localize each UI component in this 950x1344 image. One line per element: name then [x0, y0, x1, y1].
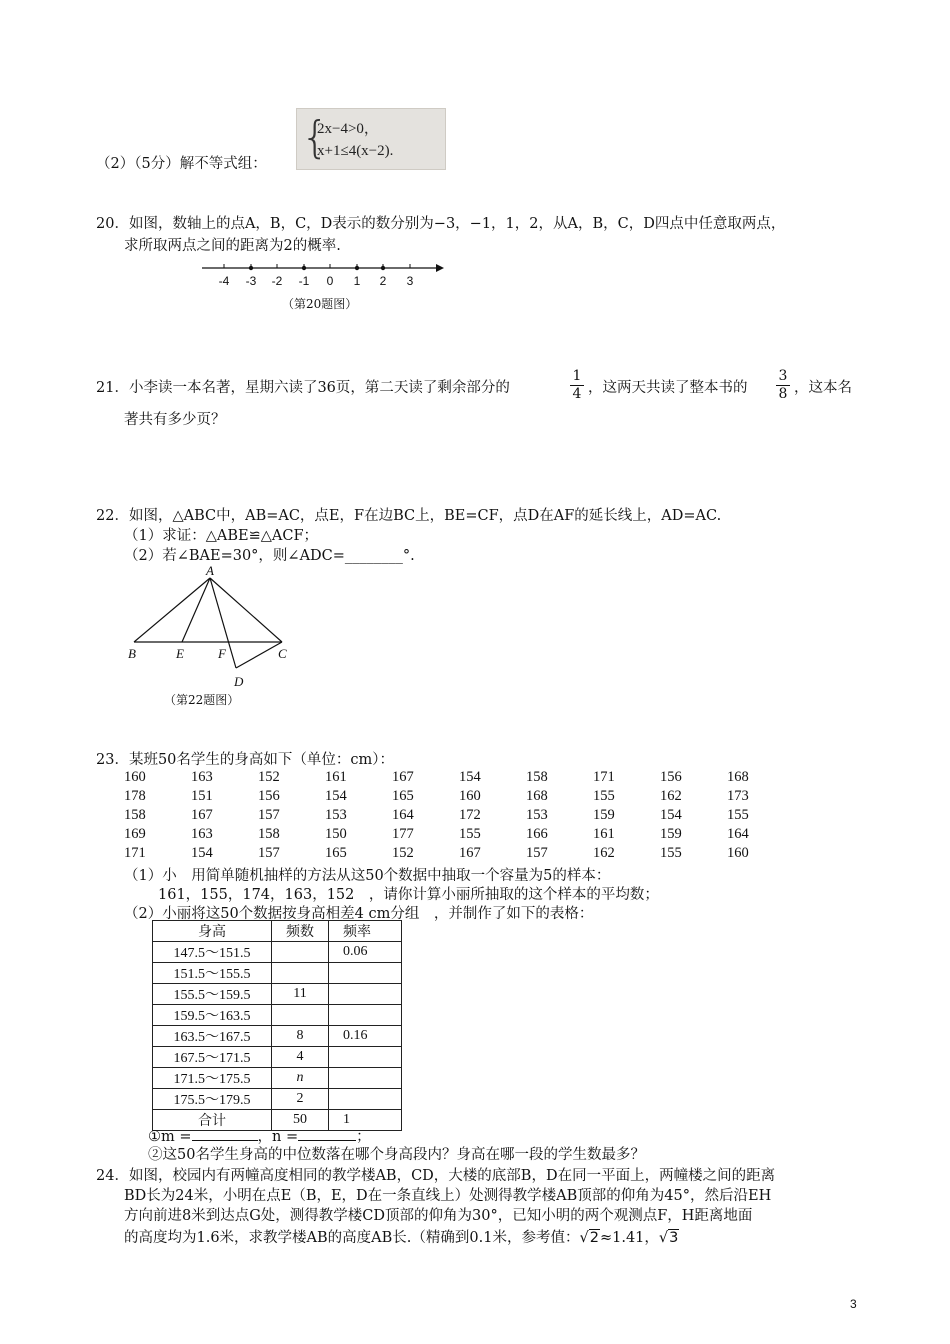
label-d: D: [234, 674, 244, 689]
q21-line2: 著共有多少页？: [124, 412, 226, 428]
table-row: 171 154 157 165 152 167 157 162 155 160: [124, 845, 749, 861]
q21-line1b: ，这两天共读了整本书的: [588, 380, 748, 396]
q23-p1-line2: 161，155，174，163，152 ，请你计算小丽所抽取的这个样本的平均数；: [158, 887, 659, 903]
label-f: F: [218, 646, 226, 661]
arrow-icon: [436, 264, 444, 272]
q20-caption: （第20题图）: [282, 297, 358, 311]
label-e: E: [176, 646, 184, 661]
table-row: 160 163 152 161 167 154 158 171 156 168: [124, 769, 749, 785]
table-row: 171.5～175.5 n: [153, 1068, 402, 1089]
blank-m[interactable]: [192, 1126, 258, 1141]
table-row: 167.5～171.5 4: [153, 1047, 402, 1068]
tick-label: 0: [326, 274, 334, 288]
tick-label: -1: [298, 274, 310, 288]
q22-line1: 22．如图，△ABC中，AB=AC，点E，F在边BC上，BE=CF，点D在AF的延长线上，AD=AC.: [96, 508, 722, 524]
table-row: 175.5～179.5 2: [153, 1089, 402, 1110]
tick-label: -2: [271, 274, 283, 288]
q22-line3: （2）若∠BAE=30°，则∠ADC=________°.: [124, 548, 415, 564]
q22-line2: （1）求证：△ABE≌△ACF；: [124, 528, 319, 544]
q22-caption: （第22题图）: [164, 693, 240, 707]
point-a: [249, 266, 253, 270]
table-row: 147.5～151.5 0.06: [153, 942, 402, 963]
tick-label: 2: [379, 274, 387, 288]
tick-label: -4: [218, 274, 230, 288]
table-header-row: 身高 频数 频率: [153, 921, 402, 942]
label-a: A: [206, 563, 214, 578]
q21-line1a: 21．小李读一本名著，星期六读了36页，第二天读了剩余部分的: [96, 380, 510, 396]
tick-label: 3: [406, 274, 414, 288]
point-d: [381, 266, 385, 270]
blank-n[interactable]: [298, 1126, 356, 1141]
label-b: B: [128, 646, 136, 661]
q20-line1: 20．如图，数轴上的点A，B，C，D表示的数分别为−3，−1，1，2，从A，B，C，D四点中任意取两点，: [96, 216, 786, 232]
q23-line1: 23．某班50名学生的身高如下（单位：cm）：: [96, 752, 395, 768]
triangle-figure: [120, 560, 300, 692]
q23-sub2: ②这50名学生身高的中位数落在哪个身高段内？身高在哪一段的学生数最多？: [148, 1147, 645, 1163]
table-row: 155.5～159.5 11: [153, 984, 402, 1005]
q19-part2-label: （2）（5分）解不等式组：: [96, 156, 267, 172]
left-brace-icon: {: [301, 112, 329, 163]
tick-label: 1: [353, 274, 361, 288]
q23-sub1: ①m = ，n = ；: [148, 1126, 371, 1147]
label-c: C: [278, 646, 287, 661]
q21-line1c: ，这本名: [794, 380, 852, 396]
sqrt-icon: √3: [658, 1230, 679, 1246]
q23-p2-line1: （2）小丽将这50个数据按身高相差4 cm分组 ，并制作了如下的表格：: [124, 906, 594, 922]
table-row: 163.5～167.5 8 0.16: [153, 1026, 402, 1047]
point-b: [302, 266, 306, 270]
frequency-table: [152, 920, 402, 1131]
q24-line3: 方向前进8米到达点G处，测得教学楼CD顶部的仰角为30°，已知小明的两个观测点F，H距离地面: [124, 1208, 753, 1224]
sqrt-icon: √2: [579, 1230, 599, 1246]
tick-label: -3: [245, 274, 257, 288]
q24-line1: 24．如图，校园内有两幢高度相同的教学楼AB，CD，大楼的底部B，D在同一平面上，两幢楼之间的距离: [96, 1168, 776, 1184]
point-c: [355, 266, 359, 270]
table-row: 合计 50 1: [153, 1110, 402, 1131]
fraction-one-quarter: $\frac{1}{4}$: [570, 368, 584, 402]
page-number: 3: [850, 1297, 857, 1311]
inequality-system-image: [296, 108, 446, 170]
q24-line2: BD长为24米，小明在点E（B，E，D在一条直线上）处测得教学楼AB顶部的仰角为45°，然后沿EH: [124, 1188, 772, 1204]
q24-line4: 的高度均为1.6米，求教学楼AB的高度AB长.（精确到0.1米，参考值：√2≈1.41，√3: [124, 1230, 679, 1246]
table-row: 158 167 157 153 164 172 153 159 154 155: [124, 807, 749, 823]
q23-p1-line1: （1）小 用简单随机抽样的方法从这50个数据中抽取一个容量为5的样本：: [124, 868, 611, 884]
q20-line2: 求所取两点之间的距离为2的概率.: [124, 238, 341, 254]
inequality-2: x+1≤4(x−2).: [317, 143, 394, 159]
heights-data-grid: [124, 768, 794, 863]
number-line: [196, 258, 456, 290]
table-row: 151.5～155.5: [153, 963, 402, 984]
table-row: 178 151 156 154 165 160 168 155 162 173: [124, 788, 749, 804]
inequality-1: 2x−4>0，: [317, 121, 379, 137]
fraction-three-eighths: $\frac{3}{8}$: [776, 368, 790, 402]
table-row: 159.5～163.5: [153, 1005, 402, 1026]
table-row: 169 163 158 150 177 155 166 161 159 164: [124, 826, 749, 842]
